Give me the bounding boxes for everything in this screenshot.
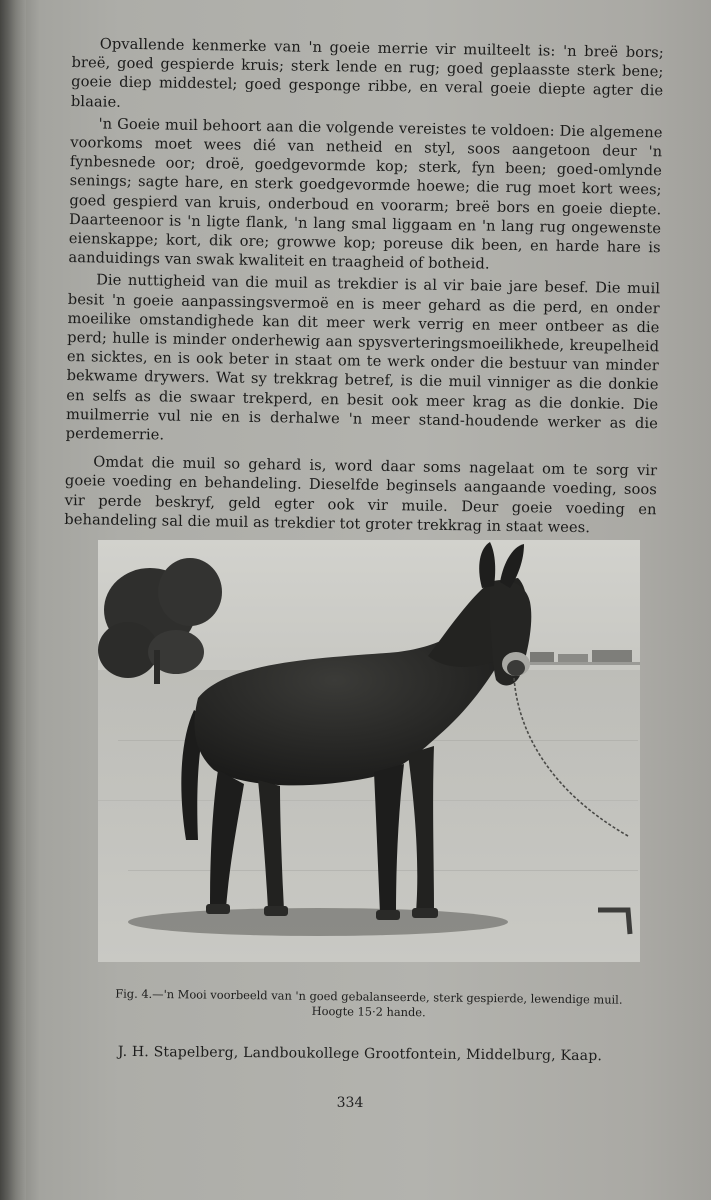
author-attribution: J. H. Stapelberg, Landboukollege Grootfontein, Middelburg, Kaap.	[117, 1043, 603, 1065]
paragraph-mule-usefulness: Die nuttigheid van die muil as trekdier is al vir baie jare besef. Die muil besit 'n goeie aanpassingsvermoë en is meer gehard as die perd, en onder moeilike omstandighede kan dit meer werk verrig en meer ontbeer as die perd; hulle is minder onderhewig aan spysverteringsmoeilikhede, kreupelheid en sicktes, en is ook beter in staat om te werk onder die bestuur van minder bekwame drywers. Wat sy trekkrag betref, is die muil vinniger as die donkie en selfs as die swaar trekperd, en besit ook meer krag as die donkie. Die muilmerrie vul nie en is derhalwe 'n meer stand-houdende werker as die perdemerrie.	[65, 271, 661, 444]
paragraph-mare-traits: Opvallende kenmerke van 'n goeie merrie vir muilteelt is: 'n breë bors; breë, goed gespierde kruis; sterk lende en rug; goed geplaasste sterk bene; goeie diep middestel; goed gesponge ribbe, en veral goeie diepte agter die blaaie.	[70, 35, 664, 111]
article-body	[64, 34, 664, 538]
book-gutter-shadow	[0, 0, 26, 1200]
paragraph-feeding-care: Omdat die muil so gehard is, word daar soms nagelaat om te sorg vir goeie voeding en behandeling. Dieselfde beginsels aangaande voeding, soos vir perde beskryf, geld egter ook vir muile. Deur goeie voeding en behandeling sal die muil as trekdier tot groter trekkrag in staat wees.	[64, 453, 658, 537]
mule-shadow	[128, 908, 508, 936]
mule-photo-illustration	[98, 540, 640, 962]
paragraph-good-mule-requirements: 'n Goeie muil behoort aan die volgende vereistes te voldoen: Die algemene voorkoms moet wees dié van netheid en styl, soos aangetoon deur 'n fynbesnede oor; droë, goedgevormde kop; sterk, fyn been; goed-omlynde senings; sagte hare, en sterk goedgevormde hoewe; die rug moet kort wees; goed gespierd van kruis, onderboud en voorarm; breë bors en goeie diepte. Daarteenoor is 'n ligte flank, 'n lang smal liggaam en 'n lang rug ongewenste eienskappe; kort, dik ore; growwe kop; poreuse dik been, en harde hare is aanduidings van swak kwaliteit en traagheid of botheid.	[68, 115, 663, 273]
figure-caption-line-1: Fig. 4.—'n Mooi voorbeeld van 'n goed gebalanseerde, sterk gespierde, lewendige muil.	[115, 986, 623, 1007]
page-number: 334	[336, 1095, 364, 1111]
figure-caption	[76, 986, 662, 1023]
figure-caption-line-2: Hoogte 15·2 hande.	[311, 1003, 426, 1020]
mule-photograph	[98, 540, 640, 962]
